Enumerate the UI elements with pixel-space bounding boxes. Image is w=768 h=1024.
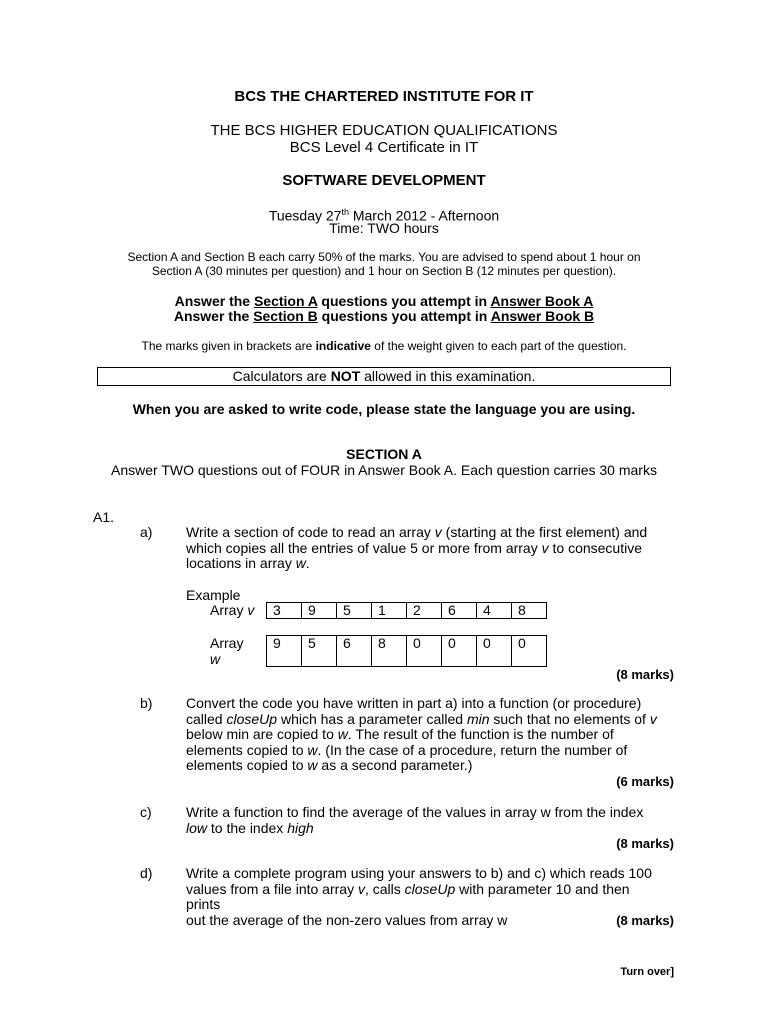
- part-b-text: Convert the code you have written in part a) into a function (or procedure) called closeUp which has a parameter called min such that no elements of v below min are copied to w. The result of the function is the number of elements copied to w. (In the case of a procedure, return the number of elements copied to w as a second parameter.): [186, 695, 657, 773]
- section-a-title: SECTION A: [346, 446, 422, 462]
- part-a-marks: (8 marks): [616, 667, 674, 682]
- certificate-title: BCS Level 4 Certificate in IT: [289, 139, 479, 156]
- array-w-cell: 0: [442, 636, 477, 667]
- array-w-label: Array w: [210, 635, 244, 667]
- institute-title: BCS THE CHARTERED INSTITUTE FOR IT: [234, 88, 534, 105]
- part-c-text: Write a function to find the average of the values in array w from the index low to the index high: [186, 804, 644, 836]
- section-a-subtitle: Answer TWO questions out of FOUR in Answer Book A. Each question carries 30 marks: [111, 462, 657, 478]
- array-w-table: [266, 635, 547, 667]
- array-w-cell: 6: [337, 636, 372, 667]
- answer-section-b: Answer the Section B questions you attempt in Answer Book B: [173, 308, 595, 324]
- calculator-notice: Calculators are NOT allowed in this examination.: [97, 367, 671, 386]
- answer-section-a: Answer the Section A questions you attempt in Answer Book A: [174, 293, 594, 309]
- question-number: A1.: [93, 509, 115, 525]
- array-v-cell: 3: [267, 603, 302, 619]
- qualification-title: THE BCS HIGHER EDUCATION QUALIFICATIONS: [210, 122, 558, 139]
- turn-over: Turn over]: [620, 966, 674, 978]
- part-d-marks: (8 marks): [616, 913, 674, 928]
- array-v-cell: 6: [442, 603, 477, 619]
- part-a-label: a): [140, 524, 153, 540]
- indicative-note: The marks given in brackets are indicative of the weight given to each part of the question.: [141, 339, 627, 353]
- array-v-cell: 9: [302, 603, 337, 619]
- part-c-marks: (8 marks): [616, 836, 674, 851]
- array-v-cell: 8: [512, 603, 547, 619]
- array-w-cell: 0: [512, 636, 547, 667]
- subject-title: SOFTWARE DEVELOPMENT: [282, 172, 486, 189]
- array-v-cell: 5: [337, 603, 372, 619]
- language-note: When you are asked to write code, please state the language you are using.: [132, 401, 636, 417]
- exam-date: Tuesday 27th March 2012 - Afternoon: [268, 207, 500, 224]
- part-a-text: Write a section of code to read an array v (starting at the first element) and which copies all the entries of value 5 or more from array v to consecutive locations in array w.: [186, 524, 648, 571]
- marks-split-line2: Section A (30 minutes per question) and 1 hour on Section B (12 minutes per question).: [151, 264, 617, 278]
- exam-duration: Time: TWO hours: [329, 220, 439, 236]
- part-c-label: c): [140, 804, 152, 820]
- marks-split-line1: Section A and Section B each carry 50% of the marks. You are advised to spend about 1 hour on: [127, 250, 641, 264]
- part-b-label: b): [140, 695, 153, 711]
- array-v-table: [266, 602, 547, 619]
- array-v-cell: 1: [372, 603, 407, 619]
- array-w-cell: 9: [267, 636, 302, 667]
- array-w-cell: 8: [372, 636, 407, 667]
- array-v-cell: 4: [477, 603, 512, 619]
- part-d-text: Write a complete program using your answers to b) and c) which reads 100 values from a file into array v, calls closeUp with parameter 10 and then prints out the average of the non-zero values from array w: [186, 865, 652, 928]
- array-v-cell: 2: [407, 603, 442, 619]
- array-w-cell: 0: [407, 636, 442, 667]
- part-b-marks: (6 marks): [616, 774, 674, 789]
- array-w-cell: 5: [302, 636, 337, 667]
- array-v-label: Array v: [210, 602, 255, 618]
- example-label: Example: [186, 587, 241, 603]
- part-d-label: d): [140, 865, 153, 881]
- array-w-cell: 0: [477, 636, 512, 667]
